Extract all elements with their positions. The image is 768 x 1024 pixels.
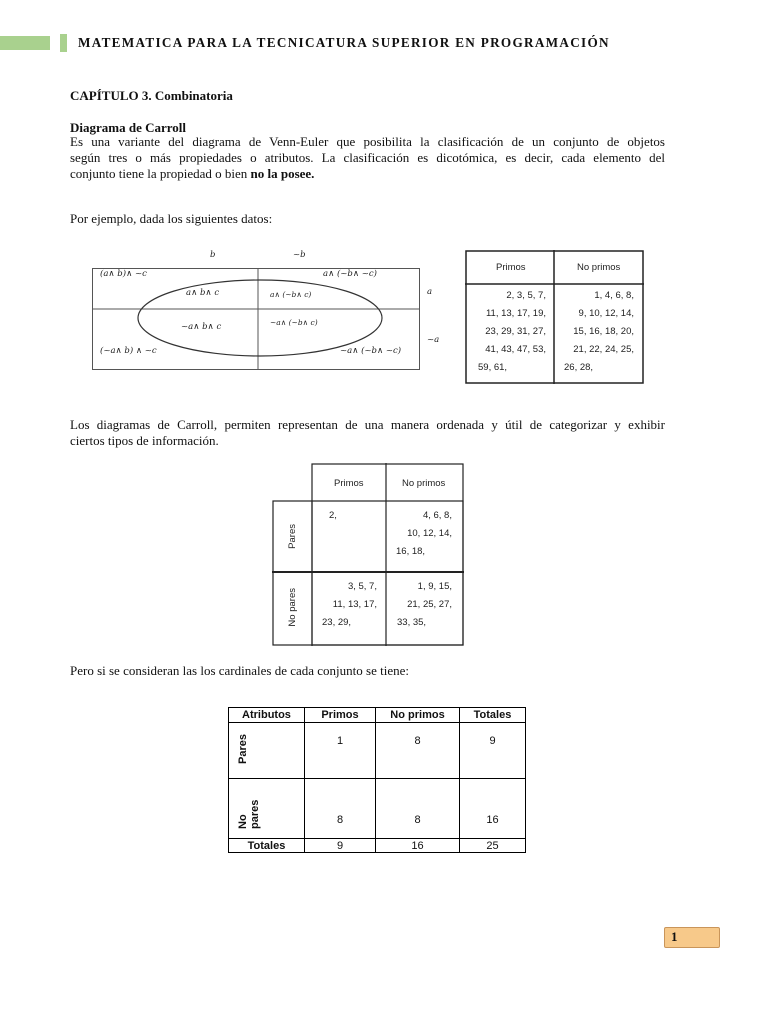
carroll-cell-line: 16, 18,	[396, 546, 426, 557]
non-primes-line: 15, 16, 18, 20,	[573, 326, 634, 337]
table-header-row	[229, 708, 526, 723]
venn-region-tl-outer: (a∧ b)∧ ~c	[100, 269, 147, 279]
table-row	[229, 779, 526, 839]
carroll-header-noprimos: No primos	[402, 478, 446, 489]
table-cell: 9	[305, 839, 376, 853]
carroll-line: ciertos tipos de información.	[70, 433, 219, 448]
cardinal-text: Pero si se consideran las los cardinales de cada conjunto se tiene:	[70, 663, 409, 678]
table-row	[229, 839, 526, 853]
table-cell: 1	[305, 723, 376, 779]
carroll-cell-nopares-primos	[322, 578, 377, 632]
primes-table-header-noprimos: No primos	[577, 262, 621, 273]
carroll-cell-line: 3, 5, 7,	[347, 581, 377, 592]
table-cell: 8	[376, 779, 460, 839]
primes-list	[478, 287, 546, 377]
venn-region-bl-inner: ~a∧ b∧ c	[181, 322, 222, 332]
carroll-cell-line: 4, 6, 8,	[422, 510, 452, 521]
table-row-label-cell	[229, 723, 305, 779]
page-header-title: MATEMATICA PARA LA TECNICATURA SUPERIOR EN PROGRAMACIÓN	[78, 35, 610, 50]
venn-ellipse	[138, 280, 382, 356]
table-header-cell: Totales	[460, 708, 526, 723]
primes-line: 11, 13, 17, 19,	[485, 308, 546, 319]
table-cell: 8	[305, 779, 376, 839]
page-number-badge	[664, 927, 720, 948]
carroll-row-nopares: No pares	[287, 588, 298, 627]
primes-line: 59, 61,	[478, 362, 508, 373]
carroll-cell-pares-primos	[329, 507, 337, 525]
carroll-cell-line: 11, 13, 17,	[332, 599, 377, 610]
carroll-header-primos: Primos	[334, 478, 364, 489]
venn-region-tl-inner: a∧ b∧ c	[186, 288, 220, 298]
venn-label-not-a: ~a	[427, 335, 440, 345]
header-accent-tick	[60, 34, 67, 52]
page-number: 1	[671, 929, 678, 944]
table-row-label-cell	[229, 779, 305, 839]
carroll-cell-line: 1, 9, 15,	[417, 581, 452, 592]
venn-label-not-b: ~b	[293, 250, 306, 260]
primes-table-header-primos: Primos	[496, 262, 526, 273]
primes-line: 41, 43, 47, 53,	[485, 344, 546, 355]
table-cell: 9	[460, 723, 526, 779]
non-primes-line: 26, 28,	[564, 362, 594, 373]
example-text: Por ejemplo, dada los siguientes datos:	[70, 211, 273, 226]
carroll-line: Los diagramas de Carroll, permiten representan de una manera ordenada y útil de categorizar y exhibir	[70, 417, 665, 432]
intro-line-text: conjunto tiene la propiedad o bien	[70, 166, 251, 181]
table-cell: 25	[460, 839, 526, 853]
venn-label-b: b	[210, 250, 216, 260]
cardinal-table	[228, 707, 526, 853]
non-primes-list	[564, 287, 634, 377]
carroll-cell-line: 21, 25, 27,	[407, 599, 452, 610]
carroll-cell-line: 2,	[329, 510, 337, 521]
table-header-cell: Atributos	[229, 708, 305, 723]
venn-region-bl-outer: (~a∧ b) ∧ ~c	[100, 346, 157, 356]
intro-line: Es una variante del diagrama de Venn-Euler que posibilita la clasificación de un conjunto de objetos	[70, 134, 665, 149]
chapter-title: CAPÍTULO 3. Combinatoria	[70, 88, 233, 103]
carroll-cell-line: 33, 35,	[397, 617, 427, 628]
venn-region-br-outer: ~a∧ (~b∧ ~c)	[340, 346, 402, 356]
carroll-row-pares: Pares	[287, 524, 298, 549]
intro-line	[70, 166, 665, 182]
table-header-cell: No primos	[376, 708, 460, 723]
carroll-paragraph	[70, 417, 665, 449]
table-cell: 16	[460, 779, 526, 839]
primes-line: 23, 29, 31, 27,	[485, 326, 546, 337]
row-label-nopares: No pares	[237, 799, 261, 829]
header-accent-bar	[0, 36, 50, 50]
carroll-cell-nopares-noprimos	[397, 578, 452, 632]
section-title: Diagrama de Carroll	[70, 120, 187, 135]
table-row	[229, 723, 526, 779]
non-primes-line: 9, 10, 12, 14,	[578, 308, 634, 319]
table-row-label-cell: Totales	[229, 839, 305, 853]
table-cell: 8	[376, 723, 460, 779]
intro-paragraph	[70, 134, 665, 182]
non-primes-line: 21, 22, 24, 25,	[573, 344, 634, 355]
intro-line: según tres o más propiedades o atributos. La clasificación es dicotómica, es decir, cada elemento del	[70, 150, 665, 165]
intro-emphasis: no la posee.	[250, 166, 315, 181]
carroll-cell-line: 10, 12, 14,	[407, 528, 452, 539]
venn-label-a: a	[427, 287, 433, 297]
row-label-pares: Pares	[237, 734, 249, 764]
carroll-cell-line: 23, 29,	[322, 617, 352, 628]
carroll-cell-pares-noprimos	[396, 507, 452, 561]
venn-region-br-inner: ~a∧ (~b∧ c)	[270, 318, 318, 327]
venn-region-tr-inner: a∧ (~b∧ c)	[270, 290, 312, 299]
table-header-cell: Primos	[305, 708, 376, 723]
primes-line: 2, 3, 5, 7,	[506, 290, 546, 301]
venn-region-tr-outer: a∧ (~b∧ ~c)	[323, 269, 377, 279]
table-cell: 16	[376, 839, 460, 853]
non-primes-line: 1, 4, 6, 8,	[594, 290, 634, 301]
